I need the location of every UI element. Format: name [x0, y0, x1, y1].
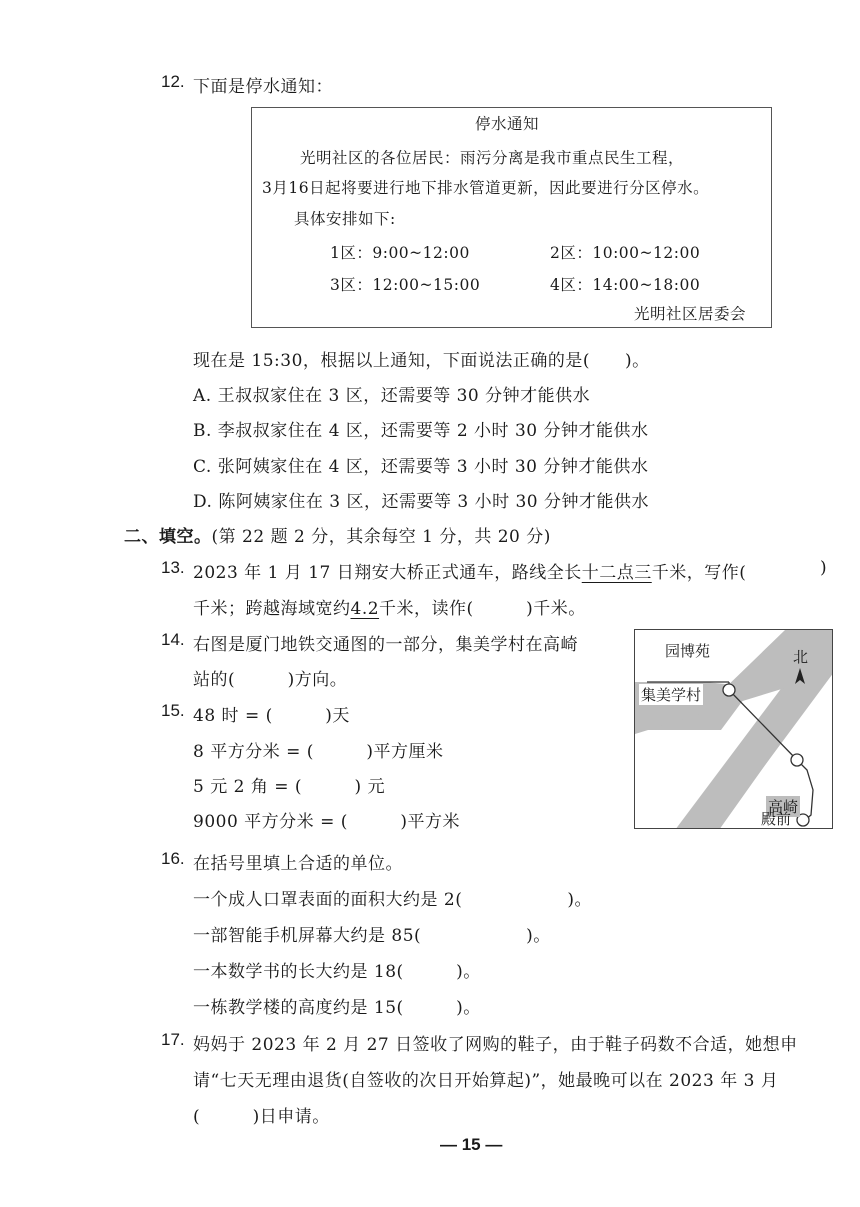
- water-outage-notice: [251, 107, 772, 328]
- notice-line-2: 3月16日起将要进行地下排水管道更新，因此要进行分区停水。: [262, 179, 710, 197]
- q13-text-c: 千米；跨越海域宽约: [193, 599, 351, 619]
- q16-intro: 在括号里填上合适的单位。: [193, 854, 403, 874]
- q14-number: 14.: [161, 630, 185, 649]
- section-2-heading: [124, 522, 551, 547]
- q16-line-1: 一个成人口罩表面的面积大约是 2( )。: [193, 890, 592, 910]
- q13-text-a: 2023 年 1 月 17 日翔安大桥正式通车，路线全长: [193, 563, 582, 583]
- q13-underlined-width: 4.2: [350, 599, 380, 619]
- station-yuanboyuan-label: 园博苑: [665, 642, 711, 660]
- notice-signature: 光明社区居委会: [634, 305, 747, 323]
- q12-option-b[interactable]: B. 李叔叔家住在 4 区，还需要等 2 小时 30 分钟才能供水: [193, 421, 649, 441]
- q14-line-1: 右图是厦门地铁交通图的一部分，集美学村在高崎: [193, 635, 578, 655]
- q16-line-3: 一本数学书的长大约是 18( )。: [193, 962, 481, 982]
- page-number: — 15 —: [440, 1135, 503, 1154]
- q15-line-4: 9000 平方分米 = ( )平方米: [193, 812, 460, 832]
- q13-text-d: 千米，读作( )千米。: [379, 599, 586, 619]
- q13-underlined-number: 十二点三: [581, 563, 652, 583]
- notice-zone-3: 3区：12:00~15:00: [330, 276, 481, 294]
- notice-zone-4: 4区：14:00~18:00: [550, 276, 701, 294]
- section-2-note: (第 22 题 2 分，其余每空 1 分，共 20 分): [211, 527, 551, 547]
- q12-intro: 下面是停水通知：: [193, 77, 333, 97]
- q16-number: 16.: [161, 849, 185, 868]
- q12-option-a[interactable]: A. 王叔叔家住在 3 区，还需要等 30 分钟才能供水: [193, 386, 591, 406]
- q15-number: 15.: [161, 701, 185, 720]
- station-jimei-dot: [723, 684, 735, 696]
- q13-answer-close: ): [820, 558, 828, 578]
- q13-line-1: [193, 558, 746, 583]
- q13-number: 13.: [161, 558, 185, 577]
- north-label: 北: [793, 648, 809, 666]
- q15-line-2: 8 平方分米 = ( )平方厘米: [193, 742, 444, 762]
- notice-zone-2: 2区：10:00~12:00: [550, 244, 701, 262]
- q17-line-2: 请“七天无理由退货(自签收的次日开始算起)”，她最晚可以在 2023 年 3 月: [193, 1071, 779, 1091]
- q15-line-3: 5 元 2 角 = ( ) 元: [193, 777, 386, 797]
- notice-title: 停水通知: [475, 115, 540, 133]
- q15-line-1: 48 时 = ( )天: [193, 706, 350, 726]
- q12-question: 现在是 15:30，根据以上通知，下面说法正确的是( )。: [193, 351, 650, 371]
- q12-option-d[interactable]: D. 陈阿姨家住在 3 区，还需要等 3 小时 30 分钟才能供水: [193, 492, 650, 512]
- q16-line-2: 一部智能手机屏幕大约是 85( )。: [193, 926, 551, 946]
- q13-line-2: [193, 594, 586, 619]
- section-2-title: 二、填空。: [124, 527, 212, 547]
- station-jimei-label: 集美学村: [641, 686, 702, 704]
- q13-text-b: 千米，写作(: [651, 563, 747, 583]
- notice-line-1: 光明社区的各位居民：雨污分离是我市重点民生工程，: [300, 149, 685, 167]
- q17-line-1: 妈妈于 2023 年 2 月 27 日签收了网购的鞋子，由于鞋子码数不合适，她想申: [193, 1035, 798, 1055]
- station-dianqian-label: 殿前: [761, 810, 792, 828]
- notice-line-3: 具体安排如下:: [294, 210, 396, 228]
- q14-line-2: 站的( )方向。: [193, 670, 348, 690]
- station-gaoqi-dot: [791, 754, 803, 766]
- q17-line-3: ( )日申请。: [193, 1107, 330, 1127]
- q17-number: 17.: [161, 1030, 185, 1049]
- metro-map: [634, 629, 833, 829]
- q12-number: 12.: [161, 72, 185, 91]
- station-gaoqi-label: 高崎: [768, 798, 799, 816]
- notice-zone-1: 1区：9:00~12:00: [330, 244, 470, 262]
- q16-line-4: 一栋教学楼的高度约是 15( )。: [193, 998, 481, 1018]
- q12-option-c[interactable]: C. 张阿姨家住在 4 区，还需要等 3 小时 30 分钟才能供水: [193, 457, 649, 477]
